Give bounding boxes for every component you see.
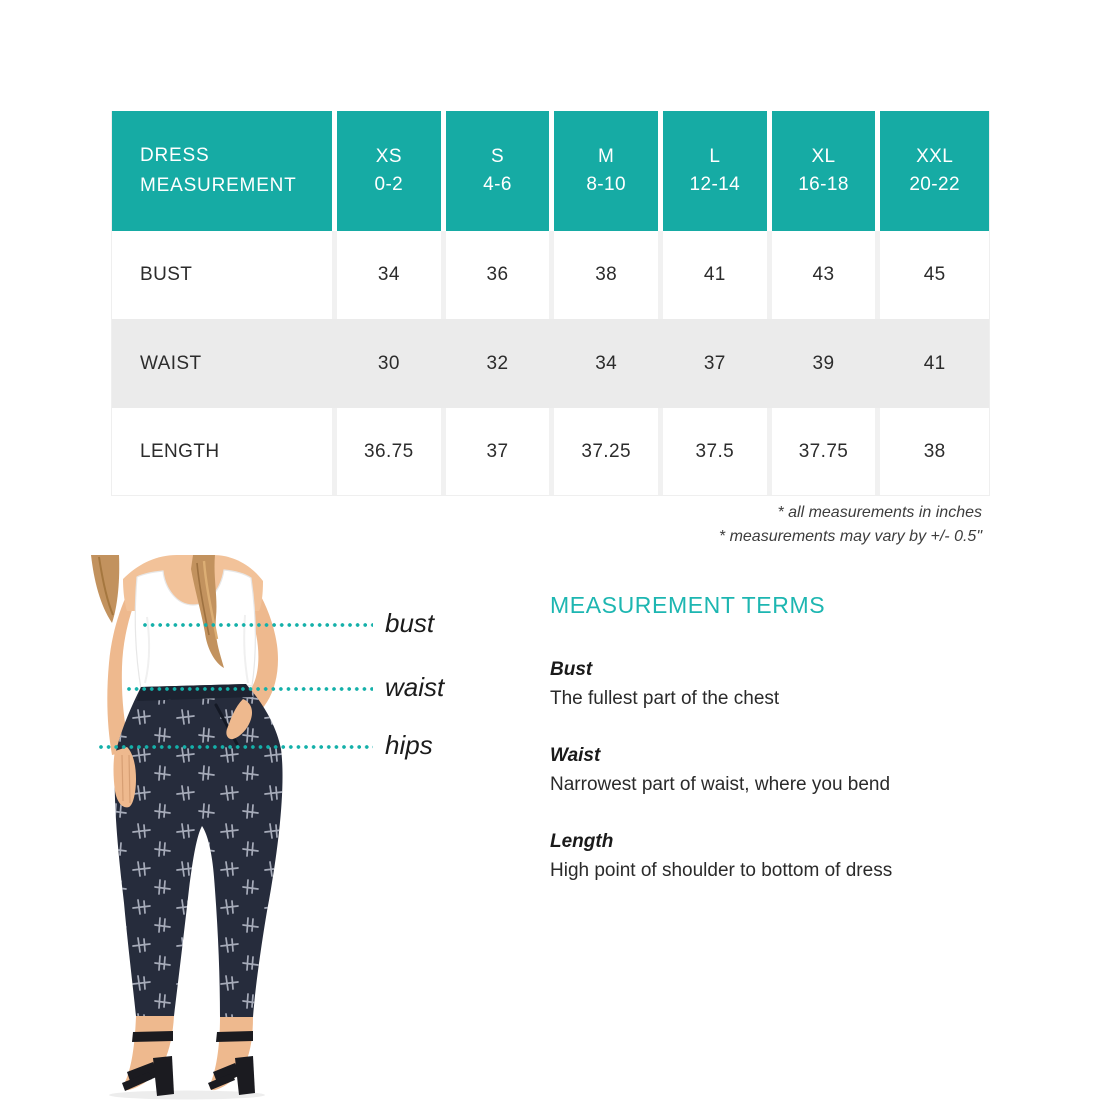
footnote-inches: * all measurements in inches <box>777 504 982 521</box>
bust-line-label: bust <box>385 608 435 638</box>
bust-s: 36 <box>446 231 555 319</box>
term-waist-definition: Narrowest part of waist, where you bend <box>550 774 891 795</box>
terms-heading: MEASUREMENT TERMS <box>550 592 826 618</box>
bust-xs: 34 <box>337 231 446 319</box>
term-waist-title: Waist <box>550 745 601 766</box>
footnote-variance: * measurements may vary by +/- 0.5" <box>718 528 982 545</box>
header-cell-xl: XL 16-18 <box>772 111 881 231</box>
measurement-terms-section <box>550 592 1020 913</box>
footnotes <box>111 501 982 549</box>
model-photo <box>85 555 345 1100</box>
length-xxl: 38 <box>880 408 989 495</box>
length-xl: 37.75 <box>772 408 881 495</box>
corner-line2: MEASUREMENT <box>140 175 297 196</box>
waist-xl: 39 <box>772 319 881 408</box>
bust-dotted-line <box>143 623 373 627</box>
waist-xxl: 41 <box>880 319 989 408</box>
term-bust <box>550 655 1020 713</box>
term-bust-definition: The fullest part of the chest <box>550 688 780 709</box>
bust-l: 41 <box>663 231 772 319</box>
term-waist <box>550 741 1020 799</box>
waist-s: 32 <box>446 319 555 408</box>
term-length <box>550 827 1020 885</box>
term-length-title: Length <box>550 831 614 852</box>
pants-pattern <box>115 684 283 1017</box>
length-s: 37 <box>446 408 555 495</box>
header-cell-m: M 8-10 <box>554 111 663 231</box>
row-label-waist: WAIST <box>112 319 337 408</box>
row-label-bust: BUST <box>112 231 337 319</box>
waist-dotted-line <box>127 687 373 691</box>
row-label-length: LENGTH <box>112 408 337 495</box>
size-table <box>111 111 990 496</box>
model-figure <box>85 555 345 1100</box>
bust-m: 38 <box>554 231 663 319</box>
header-cell-xxl: XXL 20-22 <box>880 111 989 231</box>
corner-line1: DRESS <box>140 145 210 166</box>
term-bust-title: Bust <box>550 659 593 680</box>
length-l: 37.5 <box>663 408 772 495</box>
header-cell-s: S 4-6 <box>446 111 555 231</box>
bust-xxl: 45 <box>880 231 989 319</box>
hips-dotted-line <box>99 745 373 749</box>
table-corner-header <box>112 111 337 231</box>
term-length-definition: High point of shoulder to bottom of dress <box>550 860 893 881</box>
header-cell-l: L 12-14 <box>663 111 772 231</box>
waist-l: 37 <box>663 319 772 408</box>
bust-xl: 43 <box>772 231 881 319</box>
waist-xs: 30 <box>337 319 446 408</box>
hips-line-label: hips <box>385 730 433 760</box>
waist-line-label: waist <box>385 672 445 702</box>
header-cell-xs: XS 0-2 <box>337 111 446 231</box>
length-xs: 36.75 <box>337 408 446 495</box>
waist-m: 34 <box>554 319 663 408</box>
length-m: 37.25 <box>554 408 663 495</box>
